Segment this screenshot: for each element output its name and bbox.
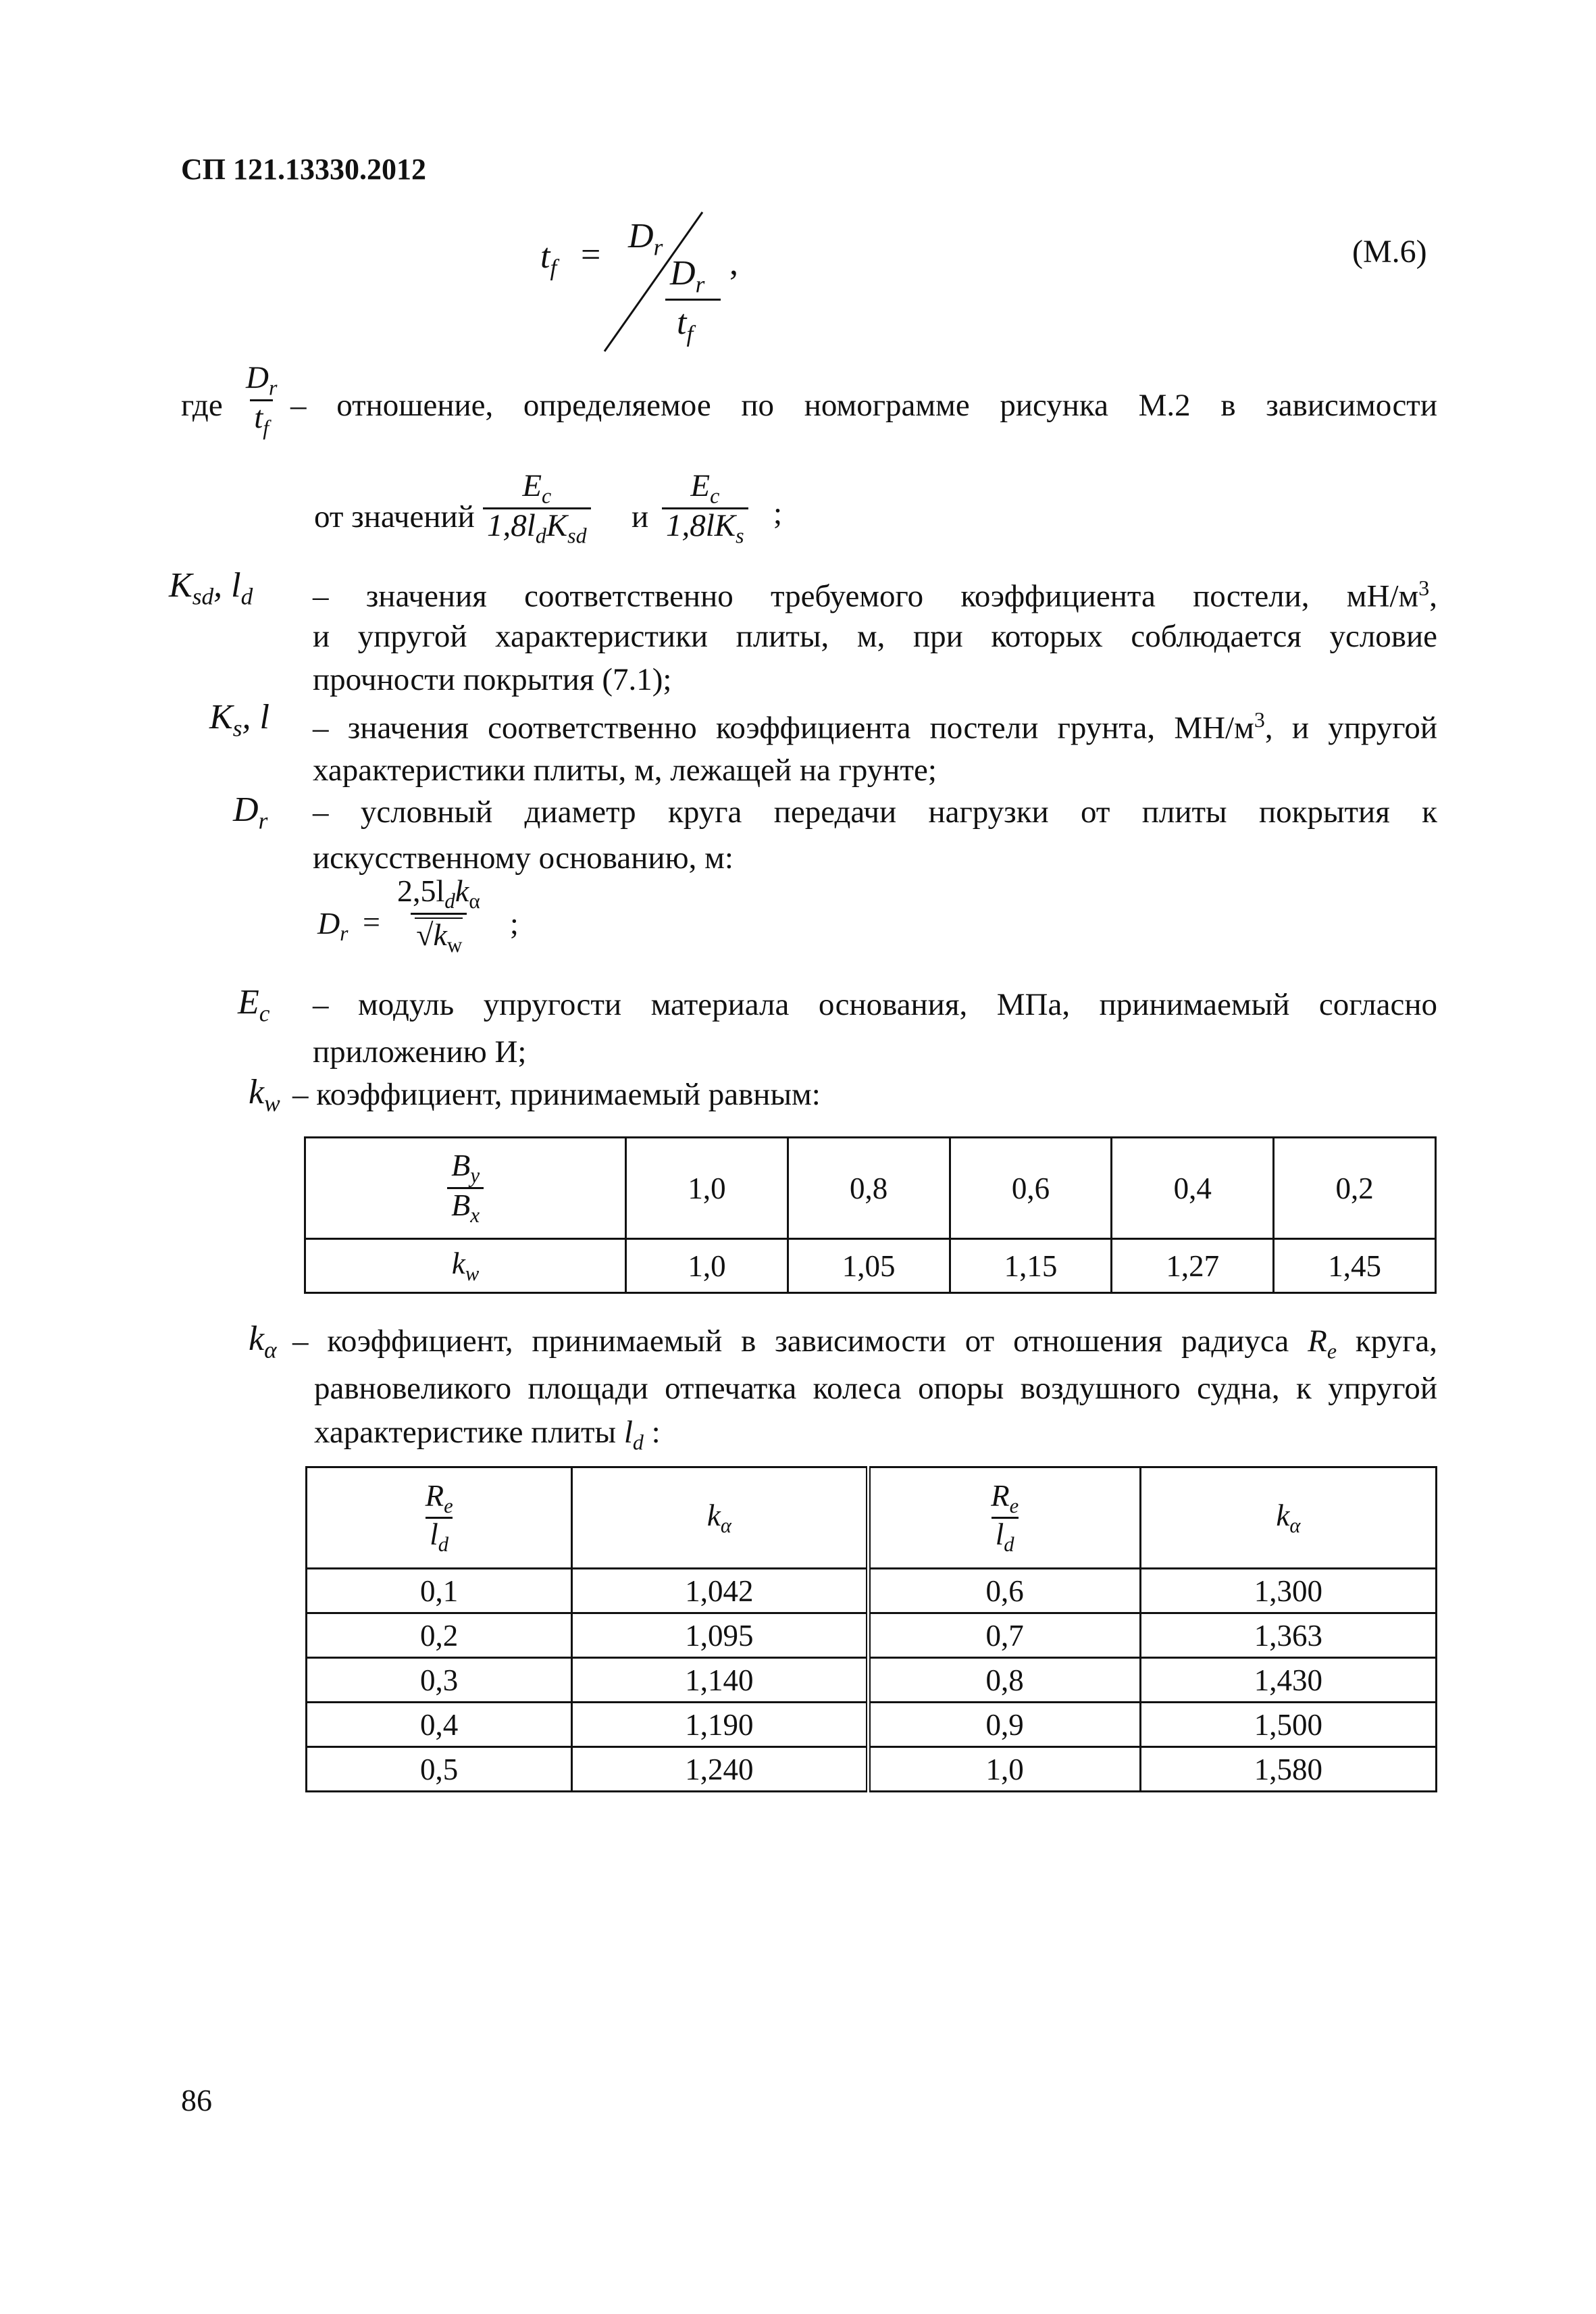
table-cell: 1,580	[1140, 1747, 1436, 1792]
def-ksd-line2: и упругой характеристики плиты, м, при которых соблюдается условие	[313, 619, 1437, 654]
kw-table-value-cell: 1,27	[1112, 1239, 1274, 1293]
formula-m6-comma: ,	[729, 244, 738, 282]
table-cell: 1,140	[572, 1658, 868, 1703]
ka-table-header-row	[307, 1467, 1437, 1569]
table-cell: 1,240	[572, 1747, 868, 1792]
ka-table-ratio-header-2: $\frac{R_e}{l_d}$	[868, 1467, 1140, 1569]
def-ec-text: – модуль упругости материала основания, МПа, принимаемый согласно	[313, 987, 1437, 1022]
def-dr-line2: искусственному основанию, м:	[313, 840, 733, 876]
equation-number: (М.6)	[1352, 234, 1427, 270]
page-number: 86	[181, 2083, 212, 2117]
ka-table-ratio-header: $\frac{R_e}{l_d}$	[307, 1467, 572, 1569]
where-semicolon: ;	[773, 496, 783, 531]
table-cell: 0,5	[307, 1747, 572, 1792]
table-cell: 0,8	[868, 1658, 1140, 1703]
sqrt-icon: $√k_w$	[416, 917, 463, 957]
where-fraction: $\frac{D_r}{t_f}$	[246, 360, 278, 440]
table-cell: 0,3	[307, 1658, 572, 1703]
where-fraction-2: $\frac{E_c}{1,8lK_s}$	[662, 470, 748, 547]
kw-table-ratio-cell: 0,8	[788, 1138, 950, 1239]
table-cell: 1,0	[868, 1747, 1140, 1792]
formula-m6-lhs: t	[540, 237, 550, 276]
kw-table-value-cell: 1,0	[626, 1239, 788, 1293]
where-and: и	[632, 499, 649, 534]
kw-table-ratio-row	[305, 1138, 1436, 1239]
where-line2-prefix: от значений	[314, 499, 475, 534]
def-ka-line3: характеристике плиты	[314, 1415, 617, 1450]
where-text: – отношение, определяемое по номограмме рисунка М.2 в зависимости	[290, 388, 1437, 423]
ka-table-k-header: $k_\alpha$	[572, 1467, 868, 1569]
def-ks-line2: характеристики плиты, м, лежащей на грунте;	[313, 753, 937, 788]
kw-table-ratio-cell: 0,4	[1112, 1138, 1274, 1239]
table-cell: 1,300	[1140, 1569, 1436, 1613]
kw-table-value-cell: 1,45	[1274, 1239, 1436, 1293]
kw-table-row-label: $k_w$	[305, 1239, 626, 1293]
table-row	[307, 1658, 1437, 1703]
table-cell: 0,1	[307, 1569, 572, 1613]
def-ka-line2: равновеликого площади отпечатка колеса опоры воздушного судна, к упругой	[314, 1371, 1437, 1406]
kw-table-ratio-cell: 0,6	[950, 1138, 1112, 1239]
table-cell: 1,190	[572, 1703, 868, 1747]
kw-table-ratio-cell: 0,2	[1274, 1138, 1436, 1239]
document-code: СП 121.13330.2012	[181, 153, 426, 186]
table-row	[307, 1747, 1437, 1792]
where-line2	[314, 470, 854, 564]
table-cell: 0,7	[868, 1613, 1140, 1658]
where-prefix: где	[181, 388, 223, 423]
def-dr-text: – условный диаметр круга передачи нагрузки от плиты покрытия к	[313, 795, 1437, 830]
where-line	[181, 360, 1437, 456]
ka-table-k-header-2: $k_\alpha$	[1140, 1467, 1436, 1569]
table-cell: 0,2	[307, 1613, 572, 1658]
ka-table	[305, 1466, 1437, 1792]
kw-table-value-row	[305, 1239, 1436, 1293]
def-ks-text: – значения соответственно коэффициента постели грунта, МН/м	[313, 710, 1254, 746]
table-row	[307, 1613, 1437, 1658]
formula-m6-eq: =	[581, 236, 601, 274]
table-cell: 0,4	[307, 1703, 572, 1747]
table-cell: 1,430	[1140, 1658, 1436, 1703]
def-ksd-line3: прочности покрытия (7.1);	[313, 662, 672, 697]
table-cell: 1,363	[1140, 1613, 1436, 1658]
def-kw-text: – коэффициент, принимаемый равным:	[292, 1077, 821, 1112]
table-cell: 1,042	[572, 1569, 868, 1613]
kw-table-value-cell: 1,05	[788, 1239, 950, 1293]
table-cell: 0,9	[868, 1703, 1140, 1747]
formula-m6-bot-num: D	[670, 254, 696, 293]
formula-m6: $t_f$ = $D_r$ $D_r$ $t_f$ ,	[527, 209, 810, 365]
kw-table	[304, 1136, 1437, 1294]
table-cell: 1,500	[1140, 1703, 1436, 1747]
dr-formula-fraction: $\frac{2,5l_dk_\alpha}{√k_w}$	[397, 874, 480, 957]
formula-m6-top: D	[628, 217, 654, 255]
where-fraction-1: $\frac{E_c}{1,8l_dK_{sd}}$	[483, 470, 591, 547]
kw-table-ratio-cell: 1,0	[626, 1138, 788, 1239]
table-row	[307, 1703, 1437, 1747]
kw-table-value-cell: 1,15	[950, 1239, 1112, 1293]
def-ec-line2: приложению И;	[313, 1034, 527, 1070]
table-cell: 1,095	[572, 1613, 868, 1658]
table-row	[307, 1569, 1437, 1613]
kw-table-ratio-header: $\frac{B_y}{B_x}$	[305, 1138, 626, 1239]
dr-formula: $D_r$ = $\frac{2,5l_dk_\alpha}{√k_w}$ ;	[317, 874, 519, 957]
table-cell: 0,6	[868, 1569, 1140, 1613]
formula-m6-bar	[665, 299, 721, 301]
formula-m6-bot-den: t	[677, 303, 687, 342]
def-ksd-text: – значения соответственно требуемого коэффициента постели, мН/м	[313, 578, 1419, 614]
